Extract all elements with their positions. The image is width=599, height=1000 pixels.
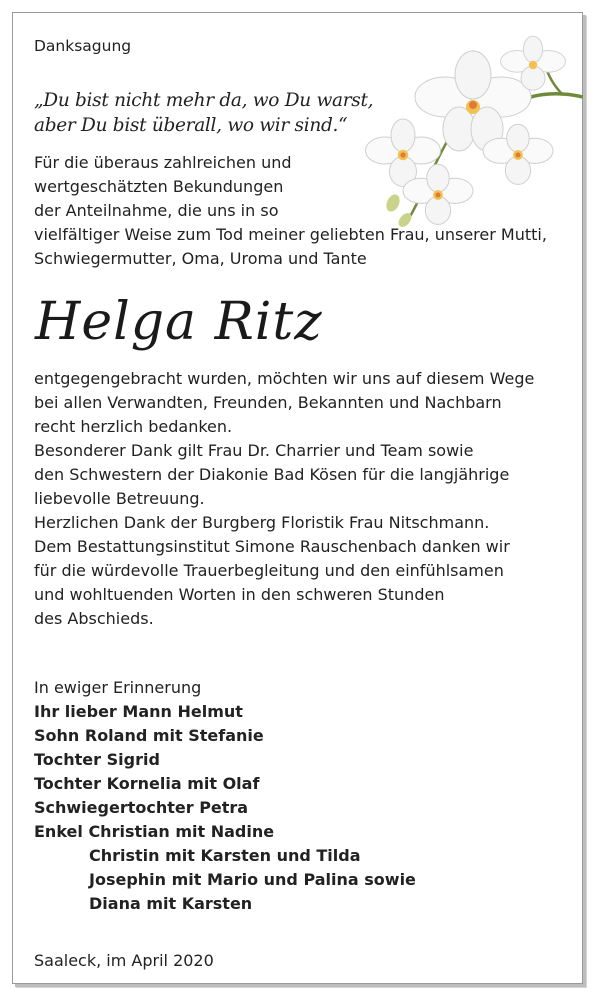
intro-line: vielfältiger Weise zum Tod meiner geliebten Frau, unserer Mutti, xyxy=(34,225,547,244)
family-member: Ihr lieber Mann Helmut xyxy=(34,702,243,721)
grandchild-entry: Diana mit Karsten xyxy=(89,894,253,913)
body-line: liebevolle Betreuung. xyxy=(34,489,205,508)
quote-line: „Du bist nicht mehr da, wo Du warst, xyxy=(34,90,374,111)
body-line: Dem Bestattungsinstitut Simone Rauschenbach danken wir xyxy=(34,537,510,556)
body-line: entgegengebracht wurden, möchten wir uns auf diesem Wege xyxy=(34,369,535,388)
grandchild-entry: Christin mit Karsten und Tilda xyxy=(89,846,361,865)
family-member: Tochter Kornelia mit Olaf xyxy=(34,774,260,793)
body-line: Besonderer Dank gilt Frau Dr. Charrier und Team sowie xyxy=(34,441,474,460)
thanks-paragraph xyxy=(34,367,534,631)
notice-heading: Danksagung xyxy=(34,37,132,55)
family-member: Schwiegertochter Petra xyxy=(34,798,249,817)
family-member: Enkel Christian mit Nadine xyxy=(34,822,275,841)
quote-line: aber Du bist überall, wo wir sind.“ xyxy=(34,115,348,136)
intro-line: der Anteilnahme, die uns in so xyxy=(34,201,279,220)
place-date: Saaleck, im April 2020 xyxy=(34,951,214,970)
intro-line: Für die überaus zahlreichen und xyxy=(34,153,292,172)
closing-line: In ewiger Erinnerung xyxy=(34,678,202,697)
family-member: Sohn Roland mit Stefanie xyxy=(34,726,264,745)
body-line: recht herzlich bedanken. xyxy=(34,417,233,436)
grandchild-entry: Josephin mit Mario und Palina sowie xyxy=(89,870,416,889)
body-line: und wohltuenden Worten in den schweren Stunden xyxy=(34,585,445,604)
obituary-notice-card xyxy=(12,12,583,984)
quote-text xyxy=(34,88,373,138)
intro-paragraph xyxy=(34,151,547,271)
intro-line: wertgeschätzten Bekundungen xyxy=(34,177,284,196)
family-member: Tochter Sigrid xyxy=(34,750,160,769)
body-line: Herzlichen Dank der Burgberg Floristik Frau Nitschmann. xyxy=(34,513,490,532)
body-line: den Schwestern der Diakonie Bad Kösen für die langjährige xyxy=(34,465,510,484)
deceased-name xyxy=(33,281,333,371)
body-line: bei allen Verwandten, Freunden, Bekannten und Nachbarn xyxy=(34,393,502,412)
body-line: für die würdevolle Trauerbegleitung und den einfühlsamen xyxy=(34,561,504,580)
body-line: des Abschieds. xyxy=(34,609,154,628)
deceased-name-text: Helga Ritz xyxy=(35,292,323,352)
family-list xyxy=(34,700,416,916)
intro-line: Schwiegermutter, Oma, Uroma und Tante xyxy=(34,249,367,268)
